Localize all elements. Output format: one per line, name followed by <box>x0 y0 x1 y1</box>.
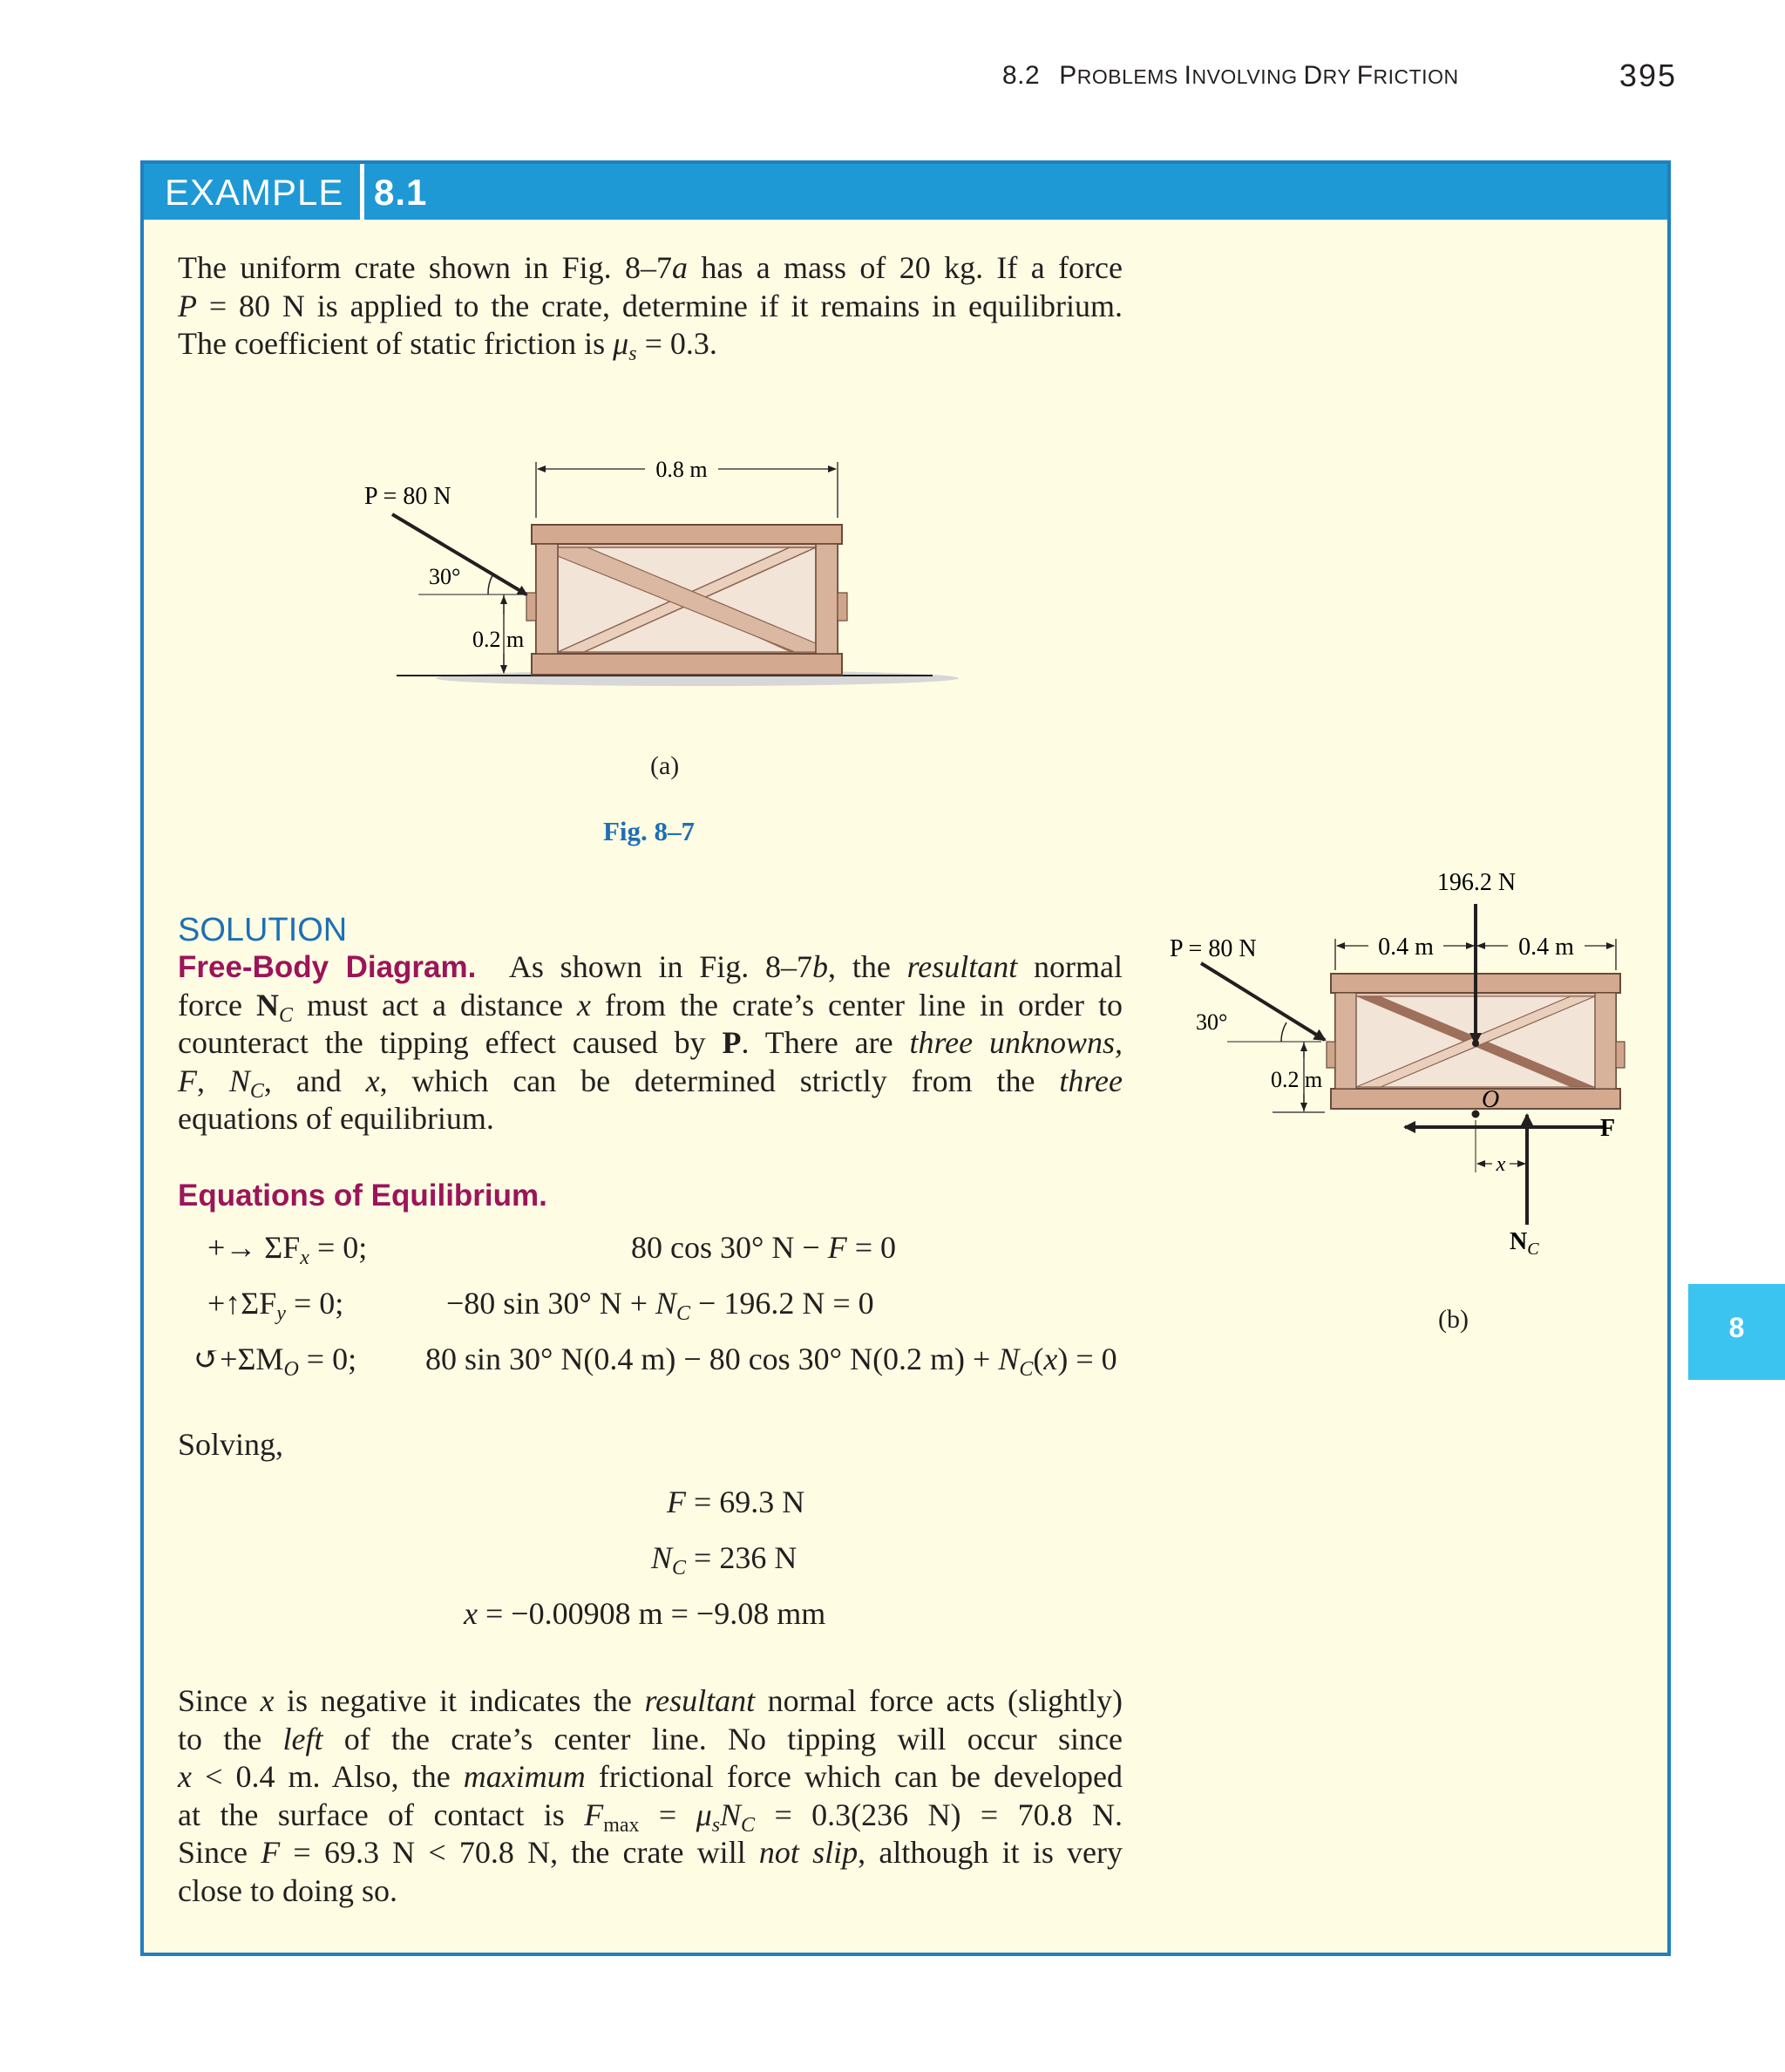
small-caps-run: RY <box>1322 65 1357 88</box>
text-run: of the crate’s center line. No tipping will occur since <box>322 1721 1123 1756</box>
text-run: x <box>365 1063 380 1098</box>
left-dim-label: 0.4 m <box>1378 934 1434 961</box>
text-line <box>178 1797 1123 1835</box>
origin-label: O <box>1482 1086 1500 1113</box>
right-dim-label: 0.4 m <box>1518 934 1574 961</box>
text-run: +↑ΣF <box>207 1286 277 1321</box>
text-run: = 0; <box>285 1286 344 1321</box>
text-run: , and <box>263 1063 366 1098</box>
text-run: force <box>178 987 256 1022</box>
fbd-force-p-label: P = 80 N <box>1170 935 1257 962</box>
text-run: F <box>667 1484 686 1519</box>
text-run: = −0.00908 m = −9.08 mm <box>477 1596 826 1631</box>
subscript: x <box>300 1247 309 1269</box>
text-run: Since <box>178 1683 261 1718</box>
text-run: normal <box>1017 949 1123 984</box>
text-run: The coefficient of static friction is <box>178 326 614 361</box>
text-run: < 0.4 m. Also, the <box>191 1759 464 1794</box>
text-line <box>178 1682 1123 1721</box>
text-run: N <box>651 1540 673 1575</box>
text-run: The uniform crate shown in Fig. 8–7 <box>178 250 673 285</box>
equations-heading: Equations of Equilibrium. <box>178 1179 547 1213</box>
equation-2-label <box>207 1285 344 1325</box>
text-run: μ <box>696 1797 712 1832</box>
force-p-label: P = 80 N <box>364 483 451 510</box>
chapter-tab <box>1688 1284 1785 1380</box>
angle-label: 30° <box>429 564 461 589</box>
text-line <box>178 1834 1123 1872</box>
text-run: F <box>584 1797 604 1832</box>
text-run: Since <box>178 1835 261 1870</box>
height-label: 0.2 m <box>472 627 525 652</box>
text-run: = 69.3 N <box>686 1484 805 1519</box>
text-run: x <box>260 1683 275 1718</box>
text-line <box>178 325 1123 363</box>
text-run: N <box>228 1063 250 1098</box>
text-run: F <box>827 1230 847 1265</box>
text-run: resultant <box>644 1683 756 1718</box>
text-run: μ <box>613 326 629 361</box>
text-run: three <box>1059 1063 1123 1098</box>
text-run: = 0; <box>309 1230 368 1265</box>
text-line <box>178 1872 1123 1911</box>
text-run: P <box>722 1025 742 1060</box>
text-run: , although it is very <box>858 1835 1123 1870</box>
small-caps-run: F <box>1356 61 1374 90</box>
text-run: , the <box>828 949 907 984</box>
equation-2-body <box>446 1285 874 1325</box>
text-run: left <box>282 1721 323 1756</box>
result-x <box>464 1595 825 1632</box>
width-label: 0.8 m <box>655 457 708 482</box>
subscript: C <box>672 1557 687 1579</box>
text-run: = 80 N is applied to the crate, determine if it remains in equilibrium. <box>197 288 1123 323</box>
text-run: − 196.2 N = 0 <box>690 1286 874 1321</box>
subscript: max <box>603 1813 640 1837</box>
text-line <box>178 1100 1123 1138</box>
fbd-paragraph <box>178 948 1123 1138</box>
text-run: x <box>1043 1342 1058 1376</box>
text-run: is negative it indicates the <box>274 1683 645 1718</box>
text-run: = 0.3. <box>636 326 717 361</box>
equation-3-label <box>193 1341 357 1381</box>
text-run: 80 cos 30° N − <box>631 1230 828 1265</box>
small-caps-run: ROBLEMS <box>1076 65 1184 88</box>
text-run: P <box>178 288 197 323</box>
text-run: = 236 N <box>686 1540 797 1575</box>
text-run: counteract the tipping effect caused by <box>178 1025 723 1060</box>
text-line <box>178 987 1123 1025</box>
text-line <box>178 249 1123 288</box>
text-run: = <box>639 1797 696 1832</box>
text-run: resultant <box>906 949 1018 984</box>
fbd-line-0 <box>509 949 1123 984</box>
text-run: N <box>720 1797 742 1832</box>
text-line <box>178 1024 1123 1063</box>
subscript: C <box>249 1079 264 1103</box>
text-run: 80 sin 30° N(0.4 m) − 80 cos 30° N(0.2 m) + <box>425 1342 999 1376</box>
subscript: C <box>741 1813 756 1837</box>
center-of-mass-dot <box>1472 1040 1479 1047</box>
figure-a-crate <box>349 445 959 706</box>
text-run: from the crate’s center line in order to <box>591 987 1123 1022</box>
subscript: C <box>676 1302 691 1325</box>
text-line <box>178 288 1123 326</box>
fbd-angle-label: 30° <box>1196 1009 1228 1035</box>
text-run: F <box>261 1835 281 1870</box>
text-run: F <box>178 1063 197 1098</box>
text-run: close to doing so. <box>178 1872 397 1908</box>
subscript: y <box>276 1302 286 1325</box>
text-run: normal force acts (slightly) <box>755 1683 1123 1718</box>
section-title <box>1059 61 1458 90</box>
text-run: equations of equilibrium. <box>178 1101 494 1136</box>
text-line <box>178 1063 1123 1101</box>
example-header-bar <box>144 164 1667 220</box>
text-run: b <box>812 949 829 984</box>
text-run: x <box>577 987 592 1022</box>
page-number: 395 <box>1619 58 1677 93</box>
weight-label: 196.2 N <box>1436 869 1517 896</box>
result-f <box>667 1484 804 1520</box>
equation-1-label <box>207 1229 368 1269</box>
chapter-tab-label: 8 <box>1728 1312 1745 1343</box>
running-head <box>1002 61 1459 91</box>
text-run: −80 sin 30° N + <box>446 1286 656 1321</box>
text-run: has a mass of 20 kg. If a force <box>688 250 1123 285</box>
text-run: = 0; <box>298 1342 357 1376</box>
figure-a-caption: (a) <box>650 751 680 780</box>
friction-label: F <box>1600 1115 1616 1142</box>
small-caps-run: P <box>1059 61 1077 90</box>
text-run: N <box>255 987 279 1022</box>
example-label: EXAMPLE <box>165 172 344 213</box>
text-run: three unknowns, <box>909 1025 1123 1060</box>
text-run: As shown in Fig. 8–7 <box>508 949 813 984</box>
crate-a <box>526 525 847 675</box>
example-separator <box>360 164 364 220</box>
text-run: maximum <box>463 1759 586 1794</box>
text-line <box>178 1758 1123 1797</box>
text-run: at the surface of contact is <box>178 1797 585 1832</box>
solution-heading: SOLUTION <box>178 912 348 948</box>
fbd-angle-arc <box>1281 1022 1286 1042</box>
fbd-rest <box>178 987 1123 1138</box>
small-caps-run: NVOLVING <box>1191 65 1304 88</box>
text-run: not slip <box>758 1835 859 1870</box>
fbd-height-label: 0.2 m <box>1271 1067 1323 1092</box>
text-run: x <box>464 1596 478 1631</box>
text-run: , which can be determined strictly from the <box>379 1063 1060 1098</box>
small-caps-run: RICTION <box>1373 65 1459 88</box>
text-run: N <box>998 1342 1020 1376</box>
text-line <box>178 1721 1123 1759</box>
result-nc <box>651 1539 797 1579</box>
text-run: = 0.3(236 N) = 70.8 N. <box>755 1797 1123 1832</box>
text-run: ) = 0 <box>1057 1342 1117 1376</box>
subscript: O <box>283 1358 299 1381</box>
conclusion-paragraph <box>178 1682 1123 1910</box>
origin-dot <box>1472 1111 1480 1118</box>
text-run: +→ ΣF <box>207 1230 301 1265</box>
small-caps-run: D <box>1303 61 1323 90</box>
example-number: 8.1 <box>374 172 428 213</box>
text-run: ( <box>1033 1342 1044 1376</box>
normal-label: $N_C$ <box>1510 1228 1539 1259</box>
angle-arc <box>488 575 492 594</box>
x-dim-label: x <box>1496 1153 1506 1176</box>
text-run: x <box>178 1759 192 1794</box>
fbd-runin: Free-Body Diagram. <box>178 950 477 984</box>
figure-label: Fig. 8–7 <box>603 816 696 846</box>
text-run: . There are <box>741 1025 910 1060</box>
solving-label: Solving, <box>178 1427 284 1462</box>
text-run: must act a distance <box>292 987 578 1022</box>
subscript: C <box>1019 1358 1034 1381</box>
section-number: 8.2 <box>1002 61 1041 90</box>
text-run: , <box>197 1063 229 1098</box>
figure-b-caption: (b) <box>1438 1305 1469 1334</box>
text-run: N <box>655 1286 677 1321</box>
text-run: = 0 <box>846 1230 896 1265</box>
text-run: ↺+ΣM <box>193 1342 284 1376</box>
figure-b-fbd <box>1150 859 1639 1268</box>
equation-1-body <box>631 1229 896 1266</box>
problem-statement <box>178 249 1123 363</box>
text-run: = 69.3 N < 70.8 N, the crate will <box>280 1835 759 1870</box>
text-run: a <box>672 250 689 285</box>
subscript: s <box>628 343 637 365</box>
equation-3-body <box>425 1341 1117 1381</box>
subscript: s <box>711 1813 721 1837</box>
small-caps-run: I <box>1184 61 1192 90</box>
text-run: frictional force which can be developed <box>585 1759 1123 1794</box>
text-run: to the <box>178 1721 283 1756</box>
subscript: C <box>278 1003 293 1027</box>
